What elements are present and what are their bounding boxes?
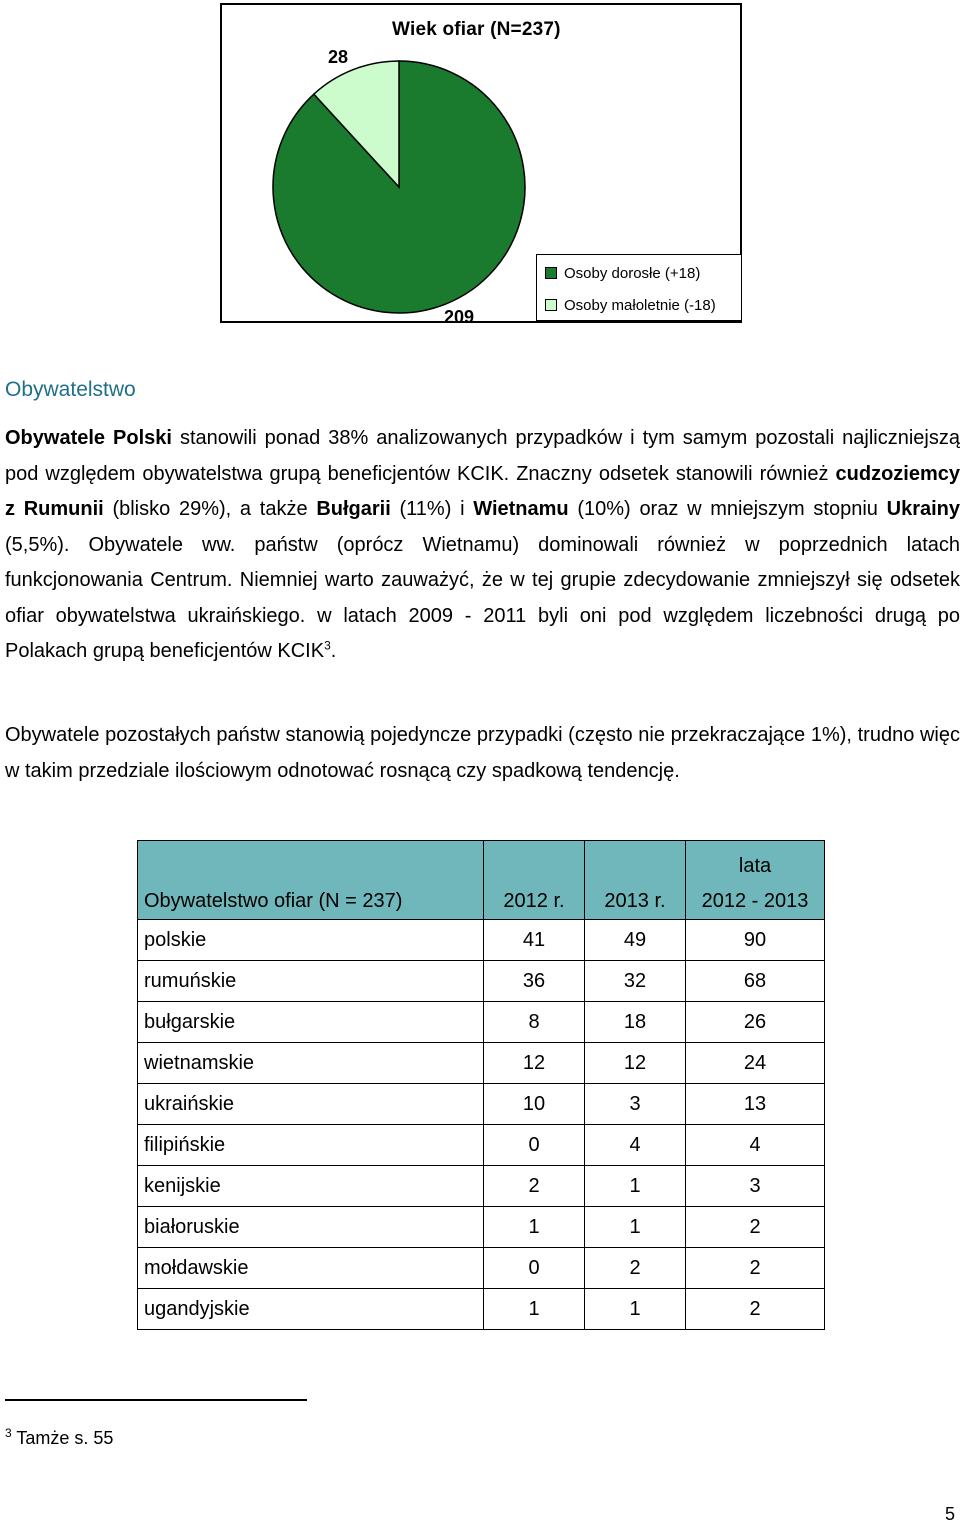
cell-total: 68 [686,961,825,1002]
cell-total: 26 [686,1002,825,1043]
slice-label-major: 209 [444,307,475,327]
header-citizenship: Obywatelstwo ofiar (N = 237) [138,841,484,920]
table-row [138,1084,825,1125]
bold-romania: cudzoziemcy z Rumunii [5,462,960,520]
legend-label-minors: Osoby małoletnie (-18) [564,296,716,314]
cell-2013: 32 [585,961,686,1002]
footnote [5,1428,113,1449]
cell-2013: 1 [585,1166,686,1207]
paragraph-citizenship [5,421,960,670]
cell-citizenship: wietnamskie [138,1043,484,1084]
text-seg-2: (blisko 29%), a także [103,498,317,520]
header-total-line1: lata [738,855,772,877]
table-body [138,920,825,1330]
legend-swatch-adults [545,267,557,279]
cell-2013: 2 [585,1248,686,1289]
citizenship-table [137,840,825,1330]
cell-2013: 1 [585,1207,686,1248]
text-seg-5: (5,5%). Obywatele ww. państw (oprócz Wietnamu) dominowali również w poprzednich latach funkcjonowania Centrum. Niemniej warto zauważyć, że w tej grupie zdecydowanie zmniejszył się odsetek ofiar obywatelstwa ukraińskiego. w latach 2009 - 2011 byli oni pod względem liczebności drugą po Polakach grupą beneficjentów KCIK [5,533,960,662]
footnote-ref[interactable]: 3 [324,638,331,653]
cell-2012: 10 [484,1084,585,1125]
table-row [138,1043,825,1084]
bold-poland: Obywatele Polski [5,427,172,449]
bold-vietnam: Wietnamu [473,498,569,520]
footnote-number: 3 [5,1426,12,1440]
cell-2012: 41 [484,920,585,961]
cell-2012: 0 [484,1248,585,1289]
header-total [686,841,825,920]
page-number: 5 [944,1504,955,1524]
cell-2012: 8 [484,1002,585,1043]
table-row [138,920,825,961]
cell-total: 4 [686,1125,825,1166]
section-heading: Obywatelstwo [5,378,136,401]
cell-2013: 18 [585,1002,686,1043]
paragraph-other-countries: Obywatele pozostałych państw stanowią pojedyncze przypadki (często nie przekraczające 1%), trudno więc w takim przedziale ilościowym odnotować rosnącą czy spadkową tendencję. [5,724,960,782]
footnote-divider [5,1399,307,1401]
legend-item-minors [545,295,716,315]
bold-bulgaria: Bułgarii [316,498,391,520]
cell-2012: 2 [484,1166,585,1207]
cell-citizenship: rumuńskie [138,961,484,1002]
cell-2012: 1 [484,1289,585,1330]
cell-total: 2 [686,1289,825,1330]
cell-2013: 1 [585,1289,686,1330]
table-row [138,1166,825,1207]
cell-citizenship: ugandyjskie [138,1289,484,1330]
cell-2012: 0 [484,1125,585,1166]
pie-chart [220,3,742,327]
legend-item-adults [545,263,700,283]
bold-ukraine: Ukrainy [886,498,960,520]
table-row [138,1207,825,1248]
cell-2012: 1 [484,1207,585,1248]
table-row [138,961,825,1002]
header-2013: 2013 r. [585,841,686,920]
cell-2012: 36 [484,961,585,1002]
legend-label-adults: Osoby dorosłe (+18) [564,264,701,282]
cell-total: 3 [686,1166,825,1207]
text-seg-3: (11%) i [390,498,474,520]
cell-total: 24 [686,1043,825,1084]
cell-citizenship: kenijskie [138,1166,484,1207]
table-row [138,1002,825,1043]
chart-title: Wiek ofiar (N=237) [392,19,561,40]
cell-2013: 12 [585,1043,686,1084]
table-header-row [138,841,825,920]
cell-2013: 4 [585,1125,686,1166]
cell-citizenship: filipińskie [138,1125,484,1166]
cell-total: 13 [686,1084,825,1125]
cell-2013: 3 [585,1084,686,1125]
legend-swatch-minors [545,299,557,311]
cell-total: 2 [686,1207,825,1248]
chart-legend [536,254,742,321]
cell-citizenship: mołdawskie [138,1248,484,1289]
table-row [138,1289,825,1330]
cell-citizenship: polskie [138,920,484,961]
table-row [138,1125,825,1166]
cell-2013: 49 [585,920,686,961]
cell-citizenship: białoruskie [138,1207,484,1248]
cell-citizenship: ukraińskie [138,1084,484,1125]
cell-total: 90 [686,920,825,961]
header-2012: 2012 r. [484,841,585,920]
cell-total: 2 [686,1248,825,1289]
header-total-line2: 2012 - 2013 [701,890,809,912]
slice-label-minor: 28 [328,47,349,67]
cell-2012: 12 [484,1043,585,1084]
footnote-text: Tamże s. 55 [16,1428,114,1448]
table-row [138,1248,825,1289]
cell-citizenship: bułgarskie [138,1002,484,1043]
text-seg-4: (10%) oraz w mniejszym stopniu [568,498,887,520]
text-seg-6: . [330,640,337,662]
text-seg-1: stanowili ponad 38% analizowanych przypadków i tym samym pozostali najliczniejszą pod względem obywatelstwa grupą beneficjentów KCIK. Znaczny odsetek stanowili również [5,427,960,485]
